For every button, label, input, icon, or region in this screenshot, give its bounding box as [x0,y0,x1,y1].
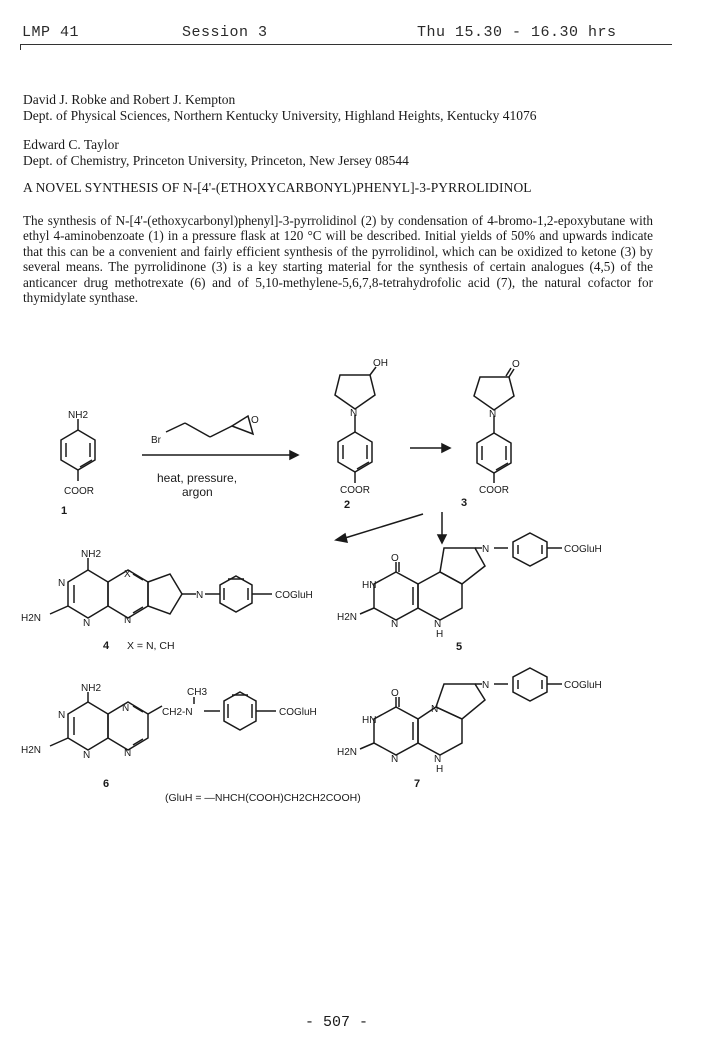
header-code: LMP 41 [22,24,80,41]
c7-h2n-label: H2N [337,747,358,758]
compound-4-structure [50,558,272,618]
author-affiliation-2: Dept. of Chemistry, Princeton University, Princeton, New Jersey 08544 [23,153,409,168]
glu-footnote: (GluH = —NHCH(COOH)CH2CH2COOH) [165,792,361,804]
compound-number-7: 7 [414,778,421,790]
conditions-line-1: heat, pressure, [157,471,238,485]
c7-coglu-label: COGluH [564,680,602,691]
c6-n-label-3: N [122,703,130,714]
page-number: - 507 - [305,1014,369,1031]
compound-7-structure [360,668,562,755]
reaction-scheme [0,340,704,810]
compound-4-note: X = N, CH [127,640,175,652]
c7-o-label: O [391,688,399,699]
c1-coor-label: COOR [64,486,94,497]
header-rule [20,44,672,45]
c5-n-label-1: N [391,619,399,630]
c5-hn-label: HN [362,580,377,591]
compound-number-1: 1 [61,505,68,517]
conditions-line-2: argon [182,485,213,499]
reaction-arrow-4-head [438,535,446,543]
header-session: Session 3 [182,24,268,41]
epoxide-o-label: O [251,415,259,426]
c4-nh2-label: NH2 [81,549,102,560]
c6-coglu-label: COGluH [279,707,317,718]
c4-h2n-label: H2N [21,613,42,624]
compound-number-6: 6 [103,778,110,790]
bromoepoxybutane-structure [166,416,253,437]
c7-hn-label: HN [362,715,377,726]
c6-ch2n-label: CH2-N [162,707,193,718]
compound-2-structure [335,367,376,483]
author-names-1: David J. Robke and Robert J. Kempton [23,92,236,107]
c5-n-label-3: N [482,544,490,555]
c1-nh2-label: NH2 [68,410,89,421]
compound-number-2: 2 [344,499,351,511]
c6-n-label-1: N [58,710,66,721]
c6-ch3-label: CH3 [187,687,208,698]
c7-n-label-3: N [434,754,442,765]
compound-number-3: 3 [461,497,468,509]
c5-n-label-2: N [434,619,442,630]
header-rule-tick [20,44,21,50]
c3-n-label: N [489,409,497,420]
abstract: The synthesis of N-[4'-(ethoxycarbonyl)phenyl]-3-pyrrolidinol (2) by condensation of 4-bromo-1,2-epoxybutane with ethyl 4-aminobenzoate (1) in a pressure flask at 120 °C will be described. Initial yields of 50% and upwards indicate that this can be a convenient and fairly efficient synthesis of the pyrrolidinol, which can be oxidized to ketone (3) by several means. The pyrrolidinone (3) is a key starting material for the synthesis of certain analogues (4,5) of the anticancer drug methotrexate (6) and of 5,10-methylene-5,6,7,8-tetrahydrofolic acid (7), the natural cofactor for thymidylate synthase. [23,213,653,306]
header-time: Thu 15.30 - 16.30 hrs [417,24,617,41]
compound-5-structure [360,533,562,620]
c7-n-label-1: N [391,754,399,765]
compound-number-5: 5 [456,641,463,653]
compound-6-structure [50,692,276,750]
compound-3-structure [474,368,514,483]
reaction-arrow-3-head [336,534,347,542]
c3-coor-label: COOR [479,485,509,496]
author-affiliation-1: Dept. of Physical Sciences, Northern Kentucky University, Highland Heights, Kentucky 41076 [23,108,537,123]
c4-n-label-3: N [124,615,132,626]
c7-n-label-2: N [431,704,439,715]
c3-o-label: O [512,359,520,370]
compound-1-structure [61,419,95,481]
reaction-arrow-2-head [442,444,450,452]
br-label: Br [151,435,161,446]
author-names-2: Edward C. Taylor [23,137,119,152]
c4-coglu-label: COGluH [275,590,313,601]
c2-oh-label: OH [373,358,388,369]
c7-n-label-4: N [482,680,490,691]
c6-h2n-label: H2N [21,745,42,756]
c4-n-label-1: N [58,578,66,589]
reaction-arrow-3 [345,514,423,538]
paper-title: A NOVEL SYNTHESIS OF N-[4'-(ETHOXYCARBONYL)PHENYL]-3-PYRROLIDINOL [23,180,532,195]
c4-n-label-4: N [196,590,204,601]
c4-n-label-2: N [83,618,91,629]
reaction-arrow-1-head [290,451,298,459]
c2-n-label: N [350,408,358,419]
c4-x-label: X [124,569,131,580]
c6-nh2-label: NH2 [81,683,102,694]
c5-h2n-label: H2N [337,612,358,623]
compound-number-4: 4 [103,640,110,652]
c7-h-label: H [436,764,444,775]
c6-n-label-4: N [124,748,132,759]
c5-h-label: H [436,629,444,640]
c5-o-label: O [391,553,399,564]
c6-n-label-2: N [83,750,91,761]
c5-coglu-label: COGluH [564,544,602,555]
c2-coor-label: COOR [340,485,370,496]
